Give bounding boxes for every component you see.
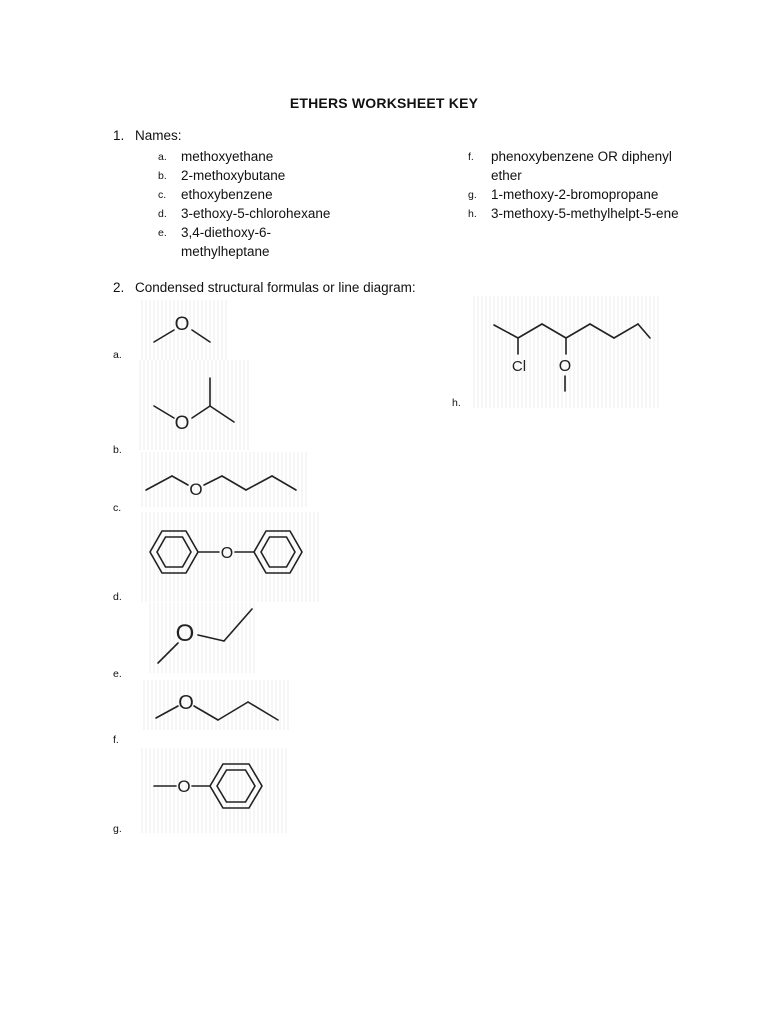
- name-text-f-line2: ether: [491, 168, 522, 183]
- oxygen-label: O: [558, 358, 572, 375]
- bond: [194, 706, 218, 720]
- bond: [204, 476, 222, 485]
- chlorine-label: Cl: [511, 358, 527, 375]
- name-item-g: [468, 185, 679, 204]
- name-item-a: [158, 147, 330, 166]
- bond: [210, 406, 234, 422]
- section-2-heading: [113, 280, 416, 295]
- name-text-f-line1: phenoxybenzene OR diphenyl: [491, 149, 672, 164]
- bond: [192, 406, 210, 418]
- oxygen-label: O: [174, 314, 190, 335]
- name-letter-d: d.: [158, 208, 167, 220]
- name-letter-e: e.: [158, 227, 167, 239]
- names-left-column: [158, 147, 331, 261]
- scan-lines: [144, 680, 288, 730]
- structure-letter-h: h.: [452, 397, 461, 409]
- bond: [272, 476, 296, 490]
- structure-letter-f: f.: [113, 734, 119, 746]
- name-letter-a: a.: [158, 151, 167, 163]
- name-text-g: 1-methoxy-2-bromopropane: [491, 187, 659, 202]
- structure-h: [472, 296, 662, 408]
- oxygen-label: O: [175, 620, 195, 647]
- name-item-f: [468, 147, 679, 185]
- name-text-c: ethoxybenzene: [181, 187, 273, 202]
- structure-letter-a: a.: [113, 349, 122, 361]
- oxygen-label: O: [178, 692, 194, 714]
- scan-lines: [140, 360, 248, 450]
- name-letter-g: g.: [468, 189, 477, 201]
- bond: [192, 330, 210, 342]
- name-text-a: methoxyethane: [181, 149, 274, 164]
- section-1-heading: [113, 128, 182, 143]
- section-2-title: Condensed structural formulas or line diagram:: [135, 280, 416, 295]
- names-right-column: [468, 147, 679, 223]
- name-item-d: [158, 204, 331, 223]
- structure-b: [138, 360, 250, 450]
- oxygen-label: O: [220, 545, 234, 562]
- structure-letter-d: d.: [113, 591, 122, 603]
- page-title: ETHERS WORKSHEET KEY: [289, 95, 479, 111]
- name-item-b: [158, 166, 330, 185]
- structure-letter-c: c.: [113, 502, 122, 514]
- name-text-b: 2-methoxybutane: [181, 168, 286, 183]
- bond: [154, 330, 174, 342]
- bond: [638, 324, 650, 338]
- name-letter-f: f.: [468, 151, 474, 163]
- oxygen-label: O: [174, 413, 190, 434]
- name-text-e-line1: 3,4-diethoxy-6-: [181, 225, 272, 240]
- scan-lines: [150, 603, 254, 673]
- structure-d: [140, 512, 320, 602]
- scan-lines: [142, 748, 286, 833]
- structure-g: [140, 748, 290, 833]
- name-item-c: [158, 185, 330, 204]
- name-item-h: [468, 204, 679, 223]
- name-letter-b: b.: [158, 170, 167, 182]
- oxygen-label: O: [177, 777, 191, 796]
- name-text-h: 3-methoxy-5-methylhelpt-5-ene: [491, 206, 679, 221]
- section-1-title: Names:: [135, 128, 182, 143]
- name-text-d: 3-ethoxy-5-chlorohexane: [181, 206, 331, 221]
- structure-a: [140, 300, 230, 360]
- aromatic-inner-ring: [217, 770, 255, 802]
- structure-e: [148, 603, 258, 673]
- structure-c: [140, 452, 310, 507]
- structure-letter-g: g.: [113, 823, 122, 835]
- name-letter-c: c.: [158, 189, 167, 201]
- name-text-e-line2: methylheptane: [181, 244, 270, 259]
- structure-letter-e: e.: [113, 668, 122, 680]
- oxygen-label: O: [189, 480, 203, 499]
- section-1-number: 1.: [113, 128, 125, 143]
- section-2-number: 2.: [113, 280, 125, 295]
- bond: [156, 706, 178, 718]
- name-item-e: [158, 223, 330, 261]
- name-letter-h: h.: [468, 208, 477, 220]
- structure-f: [142, 680, 292, 730]
- structure-letter-b: b.: [113, 444, 122, 456]
